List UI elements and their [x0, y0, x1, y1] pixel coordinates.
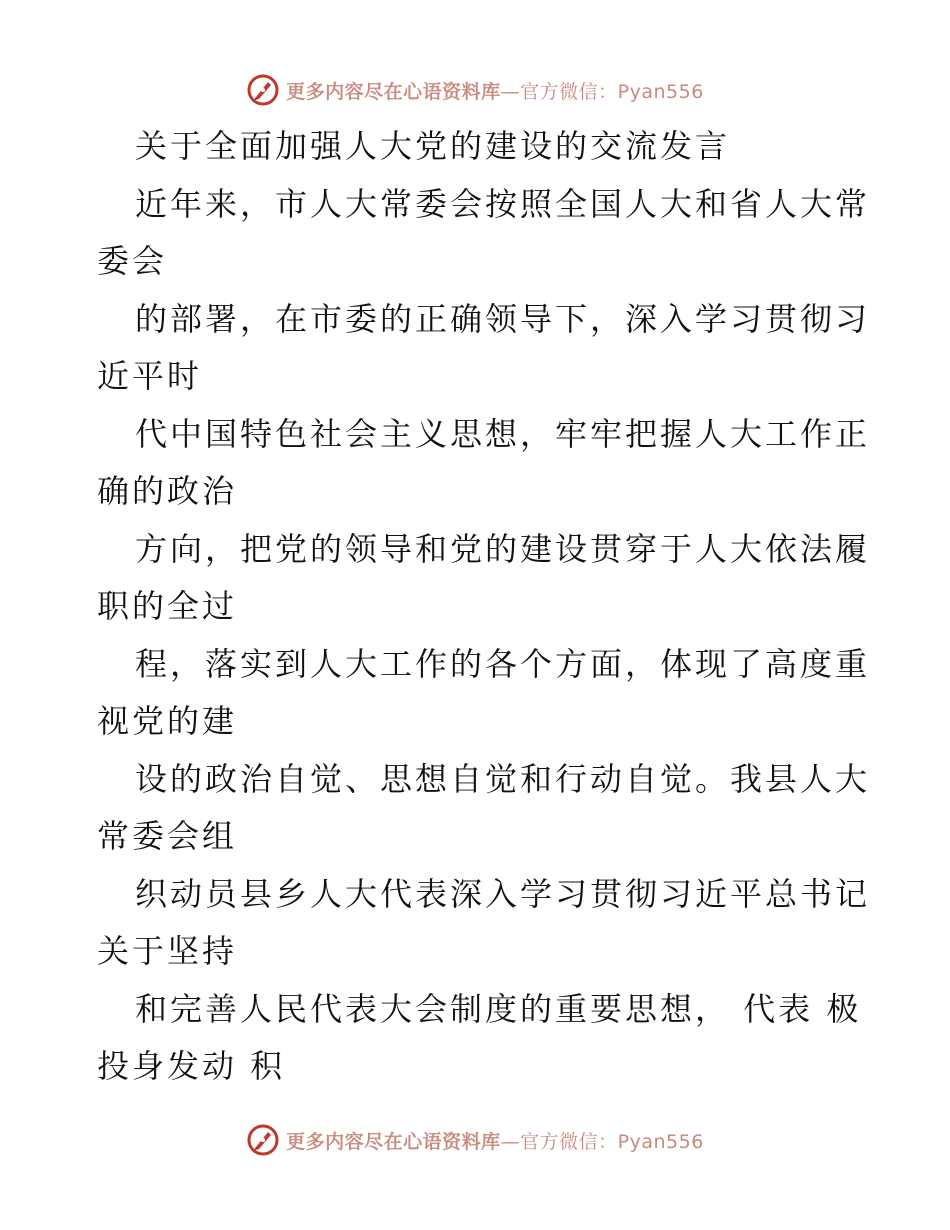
paragraph-line: 近年来，市人大常委会按照全国人大和省人大常: [135, 184, 871, 223]
footer-separator: —: [500, 1130, 521, 1153]
footer-watermark: [0, 1120, 950, 1160]
footer-contact: 官方微信：Pyan556: [520, 1130, 704, 1153]
paragraph-line: 设的政治自觉、思想自觉和行动自觉。我县人大: [135, 759, 871, 798]
paragraph-line: 和完善人民代表大会制度的重要思想， 代表 极: [135, 989, 862, 1028]
paragraph-line: 常委会组: [97, 817, 238, 855]
paragraph-line: 织动员县乡人大代表深入学习贯彻习近平总书记: [135, 874, 871, 913]
paragraph-line: 投身发动 积: [97, 1047, 286, 1085]
paragraph-line: 职的全过: [97, 587, 238, 625]
fountain-pen-logo-icon: [246, 73, 280, 107]
paragraph-line: 的部署，在市委的正确领导下，深入学习贯彻习: [135, 299, 871, 338]
document-body: [97, 118, 871, 1096]
header-site-name: 更多内容尽在心语资料库: [286, 80, 501, 103]
header-separator: —: [500, 80, 521, 103]
paragraph-line: 近平时: [97, 357, 203, 395]
header-watermark: [0, 70, 950, 110]
fountain-pen-logo-icon: [246, 1123, 280, 1157]
paragraph-line: 关于坚持: [97, 932, 238, 970]
header-contact: 官方微信：Pyan556: [520, 80, 704, 103]
paragraph-line: 确的政治: [97, 472, 238, 510]
paragraph-line: 代中国特色社会主义思想，牢牢把握人大工作正: [135, 414, 871, 453]
paragraph-line: 方向，把党的领导和党的建设贯穿于人大依法履: [135, 529, 871, 568]
document-title: 关于全面加强人大党的建设的交流发言: [135, 127, 731, 165]
paragraph-line: 委会: [97, 242, 168, 280]
footer-site-name: 更多内容尽在心语资料库: [286, 1130, 501, 1153]
paragraph-line: 视党的建: [97, 702, 238, 740]
paragraph-line: 程，落实到人大工作的各个方面，体现了高度重: [135, 644, 871, 683]
